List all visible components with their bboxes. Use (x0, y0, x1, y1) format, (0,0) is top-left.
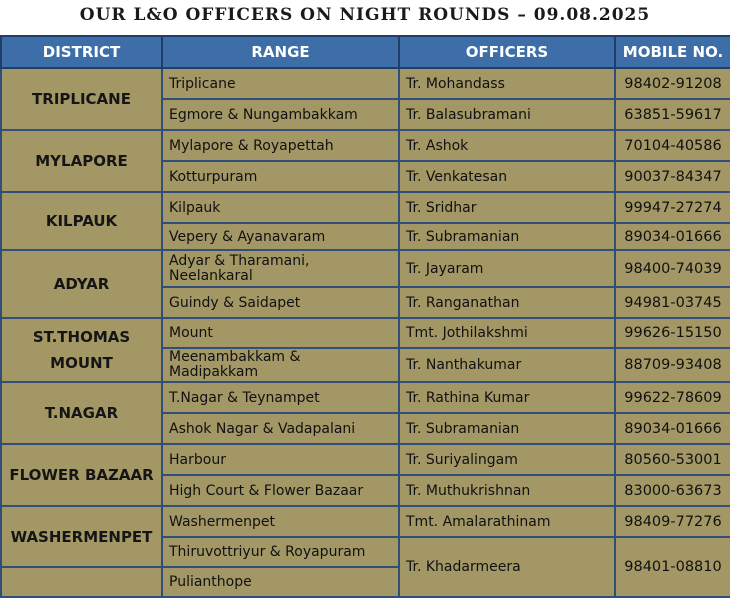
officer-cell: Tr. Subramanian (399, 223, 615, 250)
officer-cell: Tr. Jayaram (399, 250, 615, 287)
district-cell: TRIPLICANE (1, 68, 162, 130)
officer-cell: Tr. Sridhar (399, 192, 615, 223)
officers-table (0, 35, 730, 598)
mobile-cell: 83000-63673 (615, 475, 730, 506)
officer-cell: Tmt. Amalarathinam (399, 506, 615, 537)
officer-cell: Tr. Khadarmeera (399, 537, 615, 597)
mobile-cell: 94981-03745 (615, 287, 730, 318)
mobile-cell: 99947-27274 (615, 192, 730, 223)
mobile-cell: 89034-01666 (615, 413, 730, 444)
range-cell: Pulianthope (162, 567, 399, 597)
officer-cell: Tmt. Jothilakshmi (399, 318, 615, 348)
mobile-cell: 80560-53001 (615, 444, 730, 475)
mobile-cell: 99622-78609 (615, 382, 730, 413)
header-row (1, 36, 730, 68)
header-range: RANGE (162, 36, 399, 68)
range-cell: Guindy & Saidapet (162, 287, 399, 318)
officer-cell: Tr. Rathina Kumar (399, 382, 615, 413)
officer-cell: Tr. Muthukrishnan (399, 475, 615, 506)
range-cell: Meenambakkam & Madipakkam (162, 348, 399, 382)
mobile-cell: 98409-77276 (615, 506, 730, 537)
officer-cell: Tr. Ashok (399, 130, 615, 161)
officer-cell: Tr. Ranganathan (399, 287, 615, 318)
district-cell: FLOWER BAZAAR (1, 444, 162, 506)
table-row (1, 130, 730, 161)
range-cell: Kotturpuram (162, 161, 399, 192)
range-cell: Kilpauk (162, 192, 399, 223)
district-cell: ADYAR (1, 250, 162, 318)
table-row (1, 444, 730, 475)
range-cell: Harbour (162, 444, 399, 475)
table-row (1, 250, 730, 287)
table-row (1, 382, 730, 413)
mobile-cell: 90037-84347 (615, 161, 730, 192)
range-cell: Triplicane (162, 68, 399, 99)
officer-cell: Tr. Mohandass (399, 68, 615, 99)
district-cell: ST.THOMAS MOUNT (1, 318, 162, 382)
range-cell: Egmore & Nungambakkam (162, 99, 399, 130)
officer-cell: Tr. Balasubramani (399, 99, 615, 130)
district-cell-empty (1, 567, 162, 597)
officer-cell: Tr. Nanthakumar (399, 348, 615, 382)
header-mobile: MOBILE NO. (615, 36, 730, 68)
mobile-cell: 99626-15150 (615, 318, 730, 348)
range-cell: Thiruvottriyur & Royapuram (162, 537, 399, 567)
range-cell: Mylapore & Royapettah (162, 130, 399, 161)
mobile-cell: 63851-59617 (615, 99, 730, 130)
range-cell: High Court & Flower Bazaar (162, 475, 399, 506)
officer-cell: Tr. Venkatesan (399, 161, 615, 192)
mobile-cell: 98402-91208 (615, 68, 730, 99)
district-cell: T.NAGAR (1, 382, 162, 444)
range-cell: Mount (162, 318, 399, 348)
range-cell: Vepery & Ayanavaram (162, 223, 399, 250)
district-cell: WASHERMENPET (1, 506, 162, 567)
district-cell: MYLAPORE (1, 130, 162, 192)
header-district: DISTRICT (1, 36, 162, 68)
table-row (1, 68, 730, 99)
mobile-cell: 89034-01666 (615, 223, 730, 250)
district-cell: KILPAUK (1, 192, 162, 250)
mobile-cell: 88709-93408 (615, 348, 730, 382)
table-row (1, 192, 730, 223)
range-cell: Washermenpet (162, 506, 399, 537)
range-cell: T.Nagar & Teynampet (162, 382, 399, 413)
mobile-cell: 98401-08810 (615, 537, 730, 597)
range-cell: Ashok Nagar & Vadapalani (162, 413, 399, 444)
table-row (1, 318, 730, 348)
table-row (1, 506, 730, 537)
page-title: OUR L&O OFFICERS ON NIGHT ROUNDS – 09.08.2025 (79, 5, 651, 25)
mobile-cell: 98400-74039 (615, 250, 730, 287)
mobile-cell: 70104-40586 (615, 130, 730, 161)
range-cell: Adyar & Tharamani, Neelankaral (162, 250, 399, 287)
header-officers: OFFICERS (399, 36, 615, 68)
officer-cell: Tr. Subramanian (399, 413, 615, 444)
officer-cell: Tr. Suriyalingam (399, 444, 615, 475)
